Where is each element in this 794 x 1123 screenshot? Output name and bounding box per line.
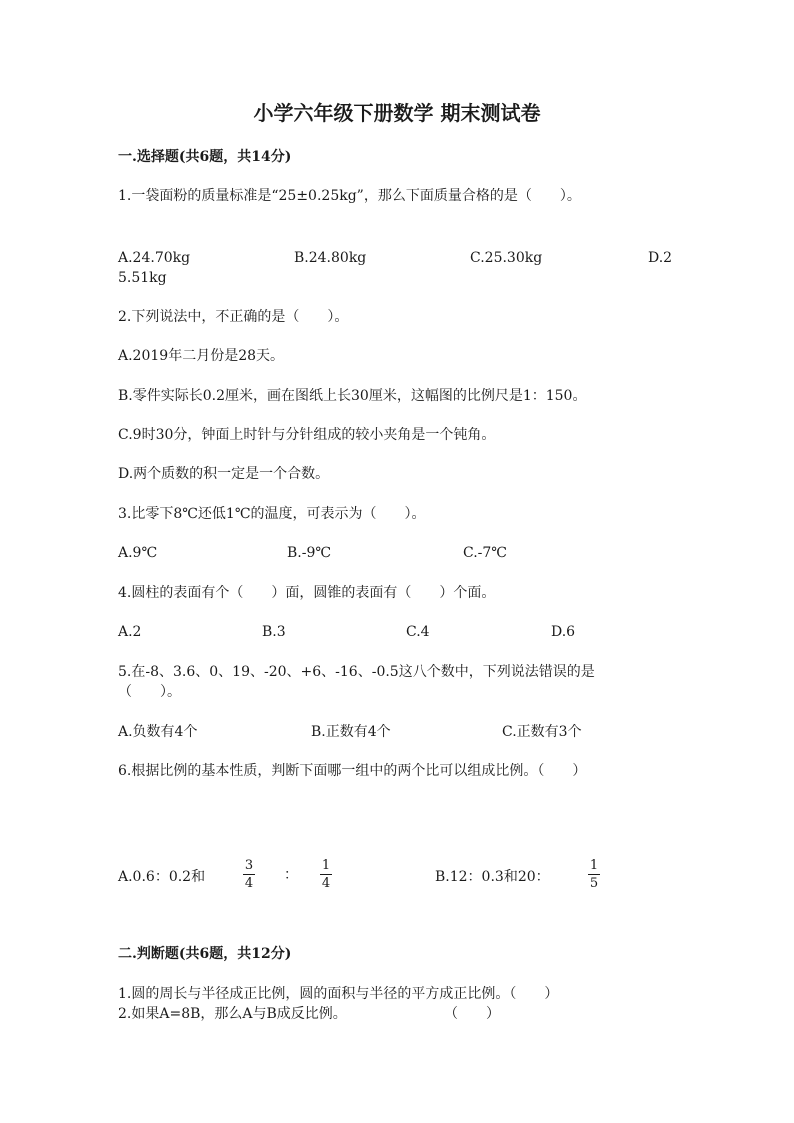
judgement-question-2: 2.如果A=8B，那么A与B成反比例。 — [118, 1006, 347, 1022]
fraction-numerator: 3 — [244, 858, 254, 873]
judgement-question-2-answer-paren: （ ） — [444, 1006, 500, 1022]
fraction-bar — [243, 874, 255, 875]
question-1-option-b: B.24.80kg — [294, 250, 367, 266]
question-5-option-b: B.正数有4个 — [311, 724, 391, 740]
question-4-option-a: A.2 — [118, 624, 142, 640]
question-2-option-d: D.两个质数的积一定是一个合数。 — [118, 466, 330, 482]
question-6-stem: 6.根据比例的基本性质，判断下面哪一组中的两个比可以组成比例。（ ） — [118, 763, 587, 779]
question-6-option-a-fraction-2 — [319, 859, 333, 891]
question-1-option-d-wrap: 5.51kg — [118, 270, 167, 286]
question-3-option-c: C.-7℃ — [463, 545, 507, 561]
question-1-option-a: A.24.70kg — [118, 250, 191, 266]
judgement-question-1: 1.圆的周长与半径成正比例，圆的面积与半径的平方成正比例。（ ） — [118, 986, 559, 1002]
question-5-option-c: C.正数有3个 — [502, 724, 582, 740]
page-title: 小学六年级下册数学 期末测试卷 — [253, 101, 541, 125]
question-1-option-d: D.2 — [648, 250, 673, 266]
fraction-bar — [320, 874, 332, 875]
question-5-stem-wrap: （ ）。 — [118, 684, 181, 700]
fraction-numerator: 1 — [321, 858, 331, 873]
question-1-option-c: C.25.30kg — [470, 250, 543, 266]
question-4-option-d: D.6 — [551, 624, 576, 640]
fraction-denominator: 4 — [244, 876, 254, 891]
question-2-option-b: B.零件实际长0.2厘米，画在图纸上长30厘米，这幅图的比例尺是1：150。 — [118, 388, 587, 404]
question-6-option-b-fraction — [587, 859, 601, 891]
fraction-denominator: 5 — [589, 876, 599, 891]
question-4-stem: 4.圆柱的表面有个（ ）面，圆锥的表面有（ ）个面。 — [118, 585, 496, 601]
question-4-option-b: B.3 — [262, 624, 286, 640]
question-5-option-a: A.负数有4个 — [118, 724, 198, 740]
fraction-bar — [588, 874, 600, 875]
question-4-option-c: C.4 — [406, 624, 430, 640]
question-3-stem: 3.比零下8℃还低1℃的温度，可表示为（ ）。 — [118, 506, 426, 522]
question-2-stem: 2.下列说法中，不正确的是（ ）。 — [118, 309, 349, 325]
question-6-option-b: B.12：0.3和20： — [435, 869, 550, 885]
question-2-option-a: A.2019年二月份是28天。 — [118, 348, 285, 364]
question-6-option-a: A.0.6：0.2和 — [118, 869, 206, 885]
question-3-option-b: B.-9℃ — [287, 545, 332, 561]
fraction-denominator: 4 — [321, 876, 331, 891]
question-6-option-a-fraction-1 — [242, 859, 256, 891]
section-heading-choice: 一.选择题(共6题，共14分) — [118, 149, 292, 165]
question-6-option-a-colon: ： — [284, 867, 298, 883]
fraction-numerator: 1 — [589, 858, 599, 873]
question-1-stem: 1.一袋面粉的质量标准是“25±0.25kg”，那么下面质量合格的是（ ）。 — [118, 188, 581, 204]
question-2-option-c: C.9时30分，钟面上时针与分针组成的较小夹角是一个钝角。 — [118, 427, 496, 443]
question-3-option-a: A.9℃ — [118, 545, 158, 561]
section-heading-judgement: 二.判断题(共6题，共12分) — [118, 946, 292, 962]
question-5-stem: 5.在-8、3.6、0、19、-20、+6、-16、-0.5这八个数中，下列说法错误的是 — [118, 664, 595, 680]
